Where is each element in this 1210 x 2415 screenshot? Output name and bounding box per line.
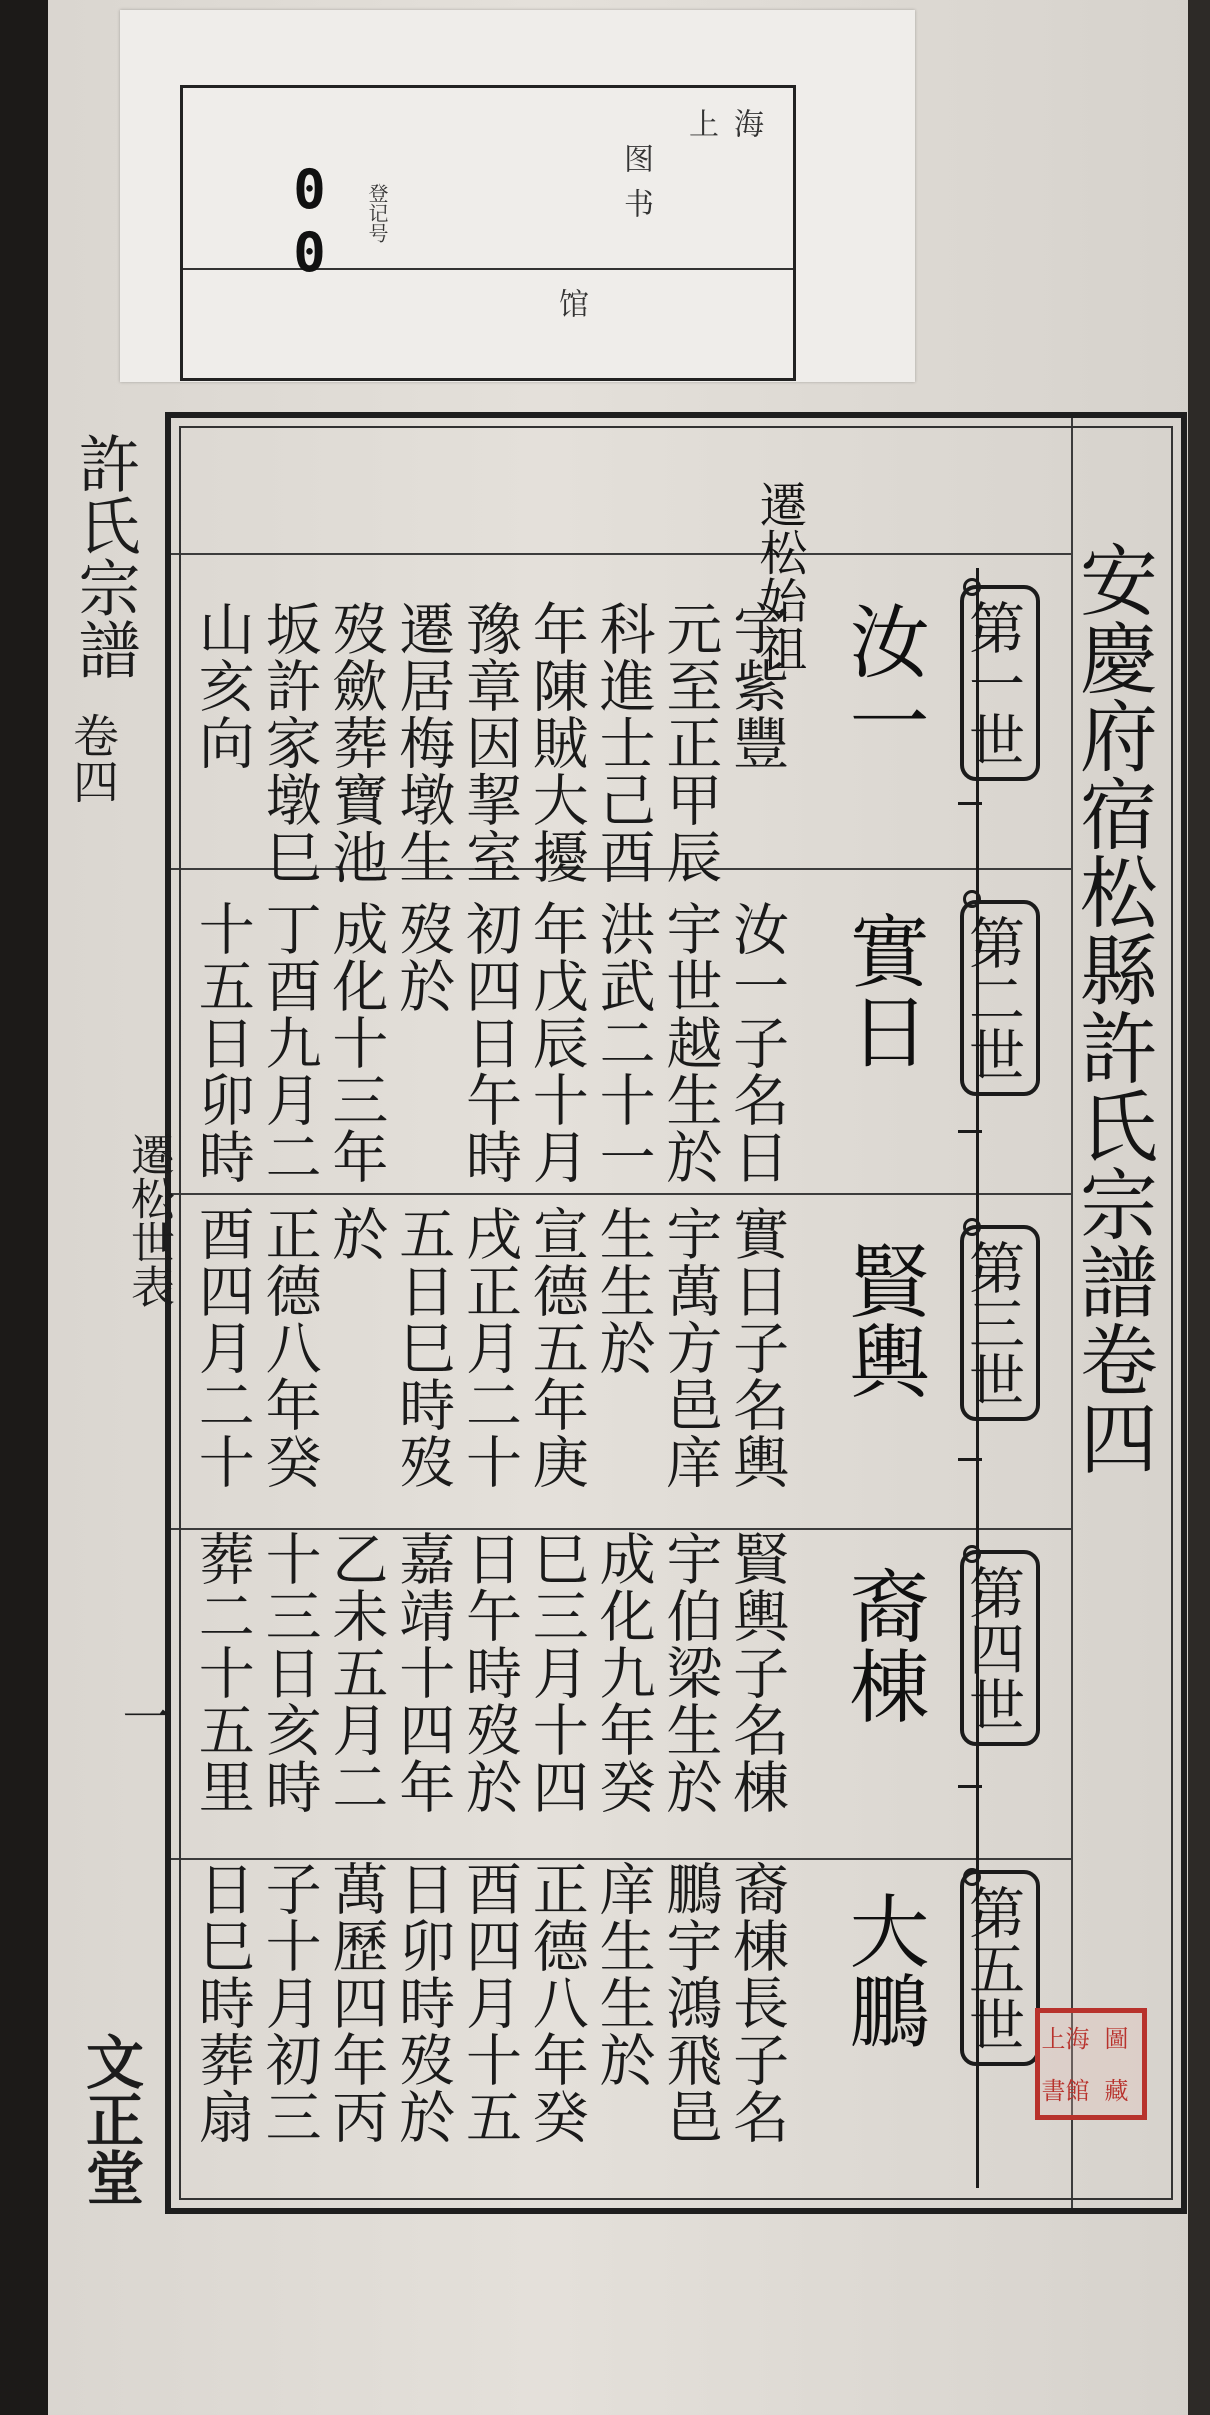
fold-margin [48, 412, 174, 2206]
label-rule [183, 268, 793, 270]
bio-row-3-col-1: 實日子名輿 [724, 1205, 790, 1490]
label-box [180, 85, 796, 381]
bio-row-5-col-5: 酉四月十五 [456, 1860, 522, 2145]
scan-edge-left [0, 0, 48, 2415]
bio-row-5-col-2: 鵬宇鴻飛邑 [657, 1860, 723, 2145]
bio-row-5-col-7: 萬歷四年丙 [323, 1860, 389, 2145]
bio-row-1-col-2: 元至正甲辰 [657, 600, 723, 885]
bio-row-4-col-6: 嘉靖十四年 [390, 1530, 456, 1815]
bio-row-4-col-7: 乙未五月二 [323, 1530, 389, 1815]
seal-char-3: 書館 [1041, 2077, 1090, 2105]
bio-row-4-col-9: 葬二十五里 [189, 1530, 255, 1815]
bio-row-2-col-6: 歿於 [390, 900, 456, 1014]
spine-volume: 卷四 [66, 712, 120, 804]
seal-char-4: 藏 [1104, 2077, 1129, 2105]
person-name-2: 實日 [836, 910, 929, 1070]
bio-row-1-col-1: 宇紫豐 [724, 600, 790, 771]
label-text-left: 海 [728, 108, 763, 138]
bio-row-3-col-5: 戌正月二十 [456, 1205, 522, 1490]
lineage-node-5 [963, 1868, 981, 1886]
spine-book-title: 許氏宗譜 [68, 432, 141, 680]
lineage-tick-2 [958, 1130, 982, 1133]
label-text-suffix: 馆 [553, 288, 588, 318]
label-text-mid-right: 图 [618, 143, 653, 173]
lineage-node-3 [963, 1218, 981, 1236]
bio-row-1-col-5: 豫章因挈室 [456, 600, 522, 885]
bio-row-2-col-2: 宇世越生於 [657, 900, 723, 1185]
bio-row-2-col-9: 十五日卯時 [189, 900, 255, 1185]
generation-label-5: 第五世 [960, 1870, 1040, 2066]
bio-row-4-col-1: 賢輿子名棟 [724, 1530, 790, 1815]
register-number: 00 [278, 158, 341, 284]
row-divider-2 [171, 1193, 1071, 1195]
generation-label-1: 第一世 [960, 585, 1040, 781]
bio-row-3-col-7: 於 [323, 1205, 389, 1262]
lineage-tick-3 [958, 1458, 982, 1461]
bio-row-5-col-9: 日巳時葬扇 [189, 1860, 255, 2145]
bio-row-3-col-6: 五日巳時歿 [390, 1205, 456, 1490]
bio-row-3-col-2: 宇萬方邑庠 [657, 1205, 723, 1490]
ancestor-note: 遷松始祖 [751, 480, 807, 672]
generation-label-2: 第二世 [960, 900, 1040, 1096]
bio-row-2-col-1: 汝一子名日 [724, 900, 790, 1185]
lineage-node-1 [963, 578, 981, 596]
library-seal [1035, 2008, 1147, 2120]
bio-row-3 [189, 1205, 790, 1490]
lineage-tick-1 [958, 802, 982, 805]
bio-row-1-col-6: 遷居梅墩生 [390, 600, 456, 885]
bio-row-3-col-4: 宣德五年庚 [523, 1205, 589, 1490]
book-title: 安慶府宿松縣許氏宗譜卷四 [1066, 540, 1157, 1476]
person-name-1: 汝一 [836, 600, 929, 760]
bio-row-5-col-6: 日卯時歿於 [390, 1860, 456, 2145]
bio-row-2 [189, 900, 790, 1185]
spine-page-number: 一 [114, 1692, 170, 1740]
register-label: 登记号 [365, 183, 389, 243]
seal-char-1: 上海 [1041, 2025, 1090, 2053]
spine-hall-name: 文正堂 [76, 2032, 144, 2206]
generation-label-4: 第四世 [960, 1550, 1040, 1746]
bio-row-5-col-4: 正德八年癸 [523, 1860, 589, 2145]
label-text-mid-left: 书 [618, 188, 653, 218]
person-name-3: 賢輿 [836, 1240, 929, 1400]
bio-row-2-col-3: 洪武二十一 [590, 900, 656, 1185]
spine-section: 遷松世表 [123, 1132, 174, 1308]
seal-char-2: 圖 [1104, 2025, 1129, 2053]
bio-row-4-col-4: 巳三月十四 [523, 1530, 589, 1815]
bio-row-5-col-3: 庠生生於 [590, 1860, 656, 2088]
bio-row-4 [189, 1530, 790, 1815]
bio-row-3-col-3: 生生於 [590, 1205, 656, 1376]
bio-row-5-col-1: 裔棟長子名 [724, 1860, 790, 2145]
bio-row-1-col-8: 坂許家墩巳 [256, 600, 322, 885]
bio-row-2-col-7: 成化十三年 [323, 900, 389, 1185]
bio-row-3-col-8: 正德八年癸 [256, 1205, 322, 1490]
bio-row-1-col-3: 科進士己酉 [590, 600, 656, 885]
bio-row-2-col-4: 年戊辰十月 [523, 900, 589, 1185]
label-text-right: 上 [683, 108, 718, 138]
bio-row-4-col-8: 十三日亥時 [256, 1530, 322, 1815]
bio-row-5 [189, 1860, 790, 2145]
lineage-tick-4 [958, 1785, 982, 1788]
generation-label-3: 第三世 [960, 1225, 1040, 1421]
bio-row-4-col-3: 成化九年癸 [590, 1530, 656, 1815]
bio-row-4-col-2: 宇伯梁生於 [657, 1530, 723, 1815]
bio-row-2-col-5: 初四日午時 [456, 900, 522, 1185]
lineage-node-4 [963, 1545, 981, 1563]
bio-row-1 [189, 600, 790, 885]
bio-row-2-col-8: 丁酉九月二 [256, 900, 322, 1185]
bio-row-1-col-4: 年陳賊大擾 [523, 600, 589, 885]
bio-row-1-col-7: 歿歛葬寶池 [323, 600, 389, 885]
header-divider [171, 553, 1071, 555]
bio-row-1-col-9: 山亥向 [189, 600, 255, 771]
library-label [120, 10, 915, 382]
lineage-node-2 [963, 890, 981, 908]
bio-row-4-col-5: 日午時歿於 [456, 1530, 522, 1815]
scan-edge-right [1188, 0, 1210, 2415]
person-name-4: 裔棟 [836, 1565, 929, 1725]
bio-row-5-col-8: 子十月初三 [256, 1860, 322, 2145]
person-name-5: 大鵬 [836, 1890, 929, 2050]
bio-row-3-col-9: 酉四月二十 [189, 1205, 255, 1490]
